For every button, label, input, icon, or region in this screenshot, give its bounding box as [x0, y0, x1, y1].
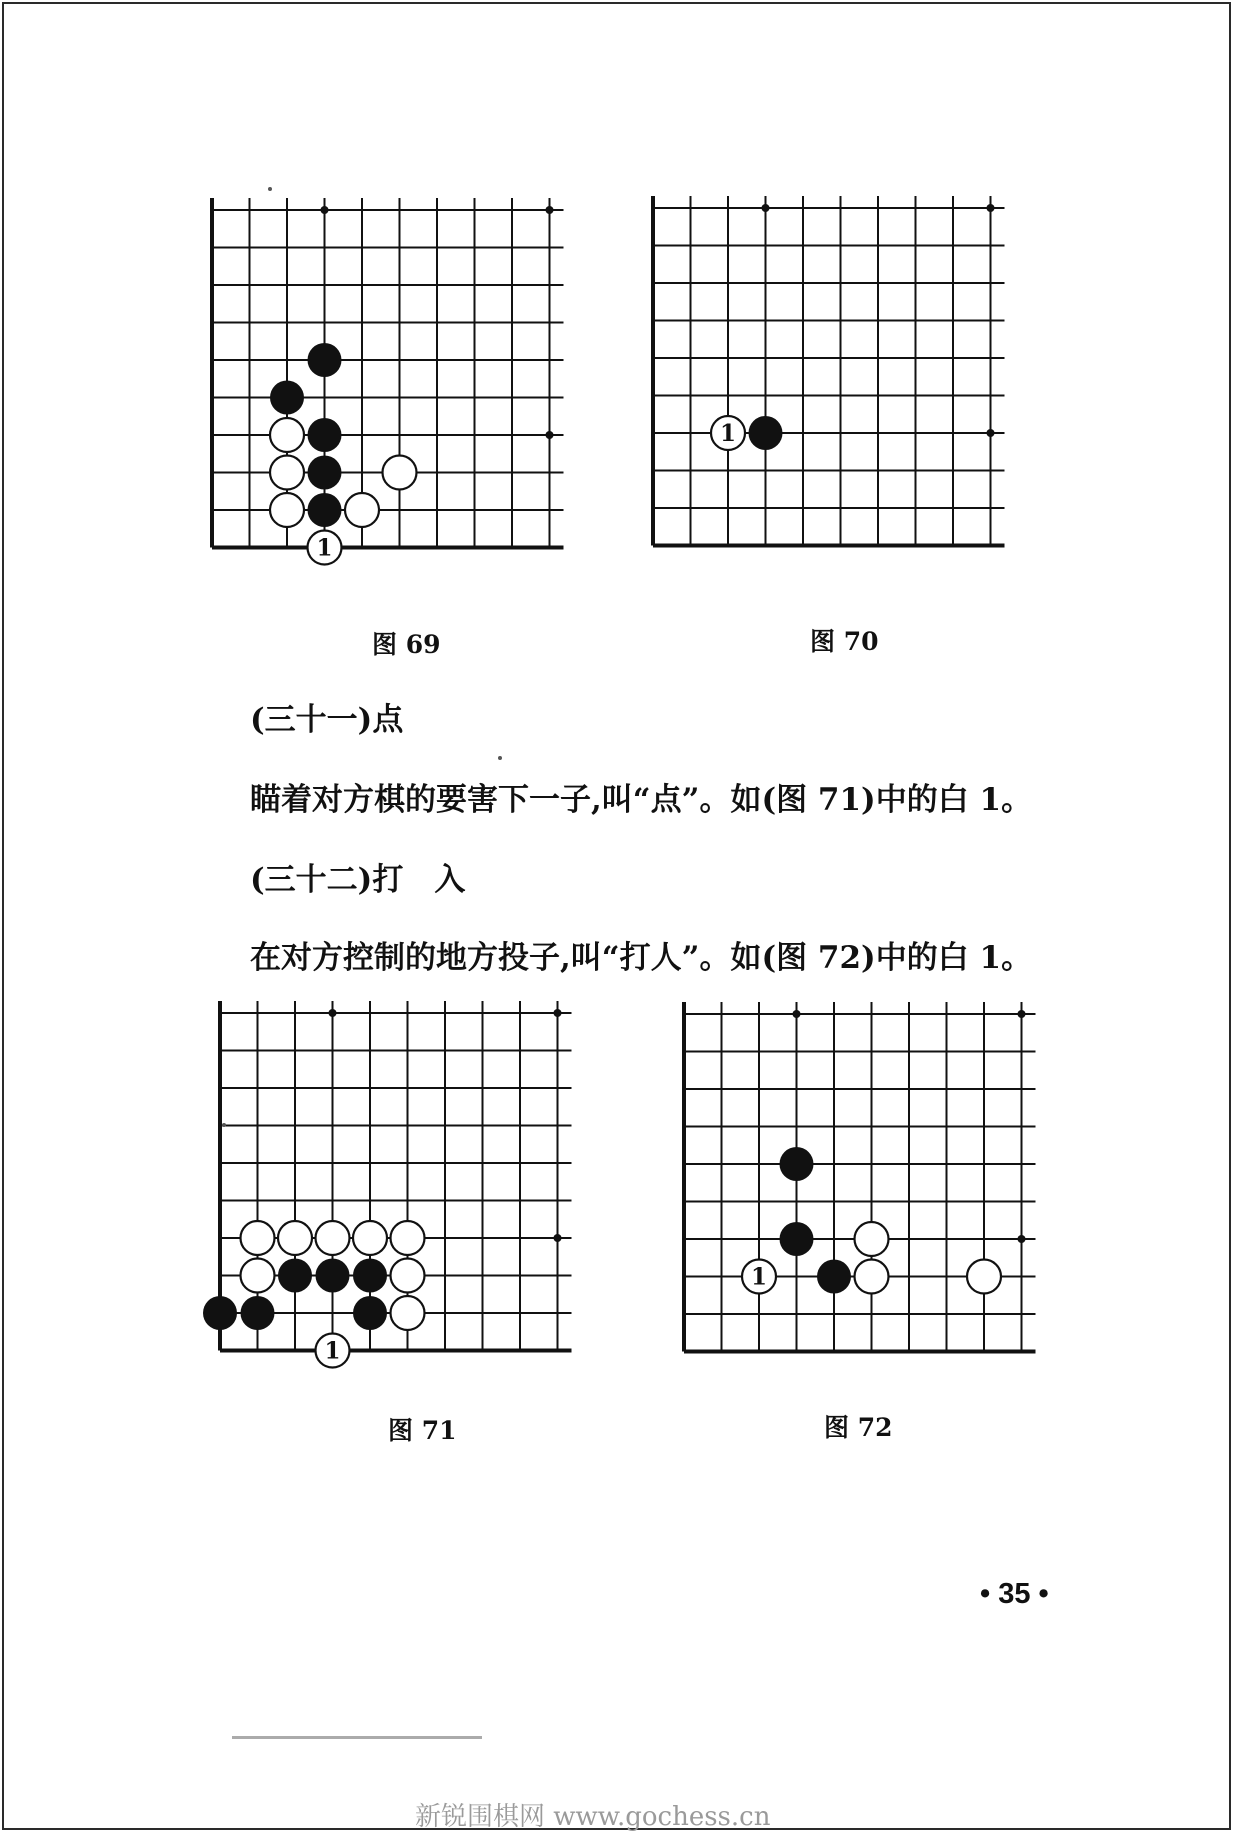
go-board-svg — [206, 198, 536, 562]
star-point — [762, 204, 770, 212]
move-number: 1 — [750, 1263, 768, 1291]
move-number: 1 — [719, 420, 737, 447]
figure-caption: 图 71 — [388, 1416, 457, 1445]
white-stone — [345, 493, 379, 527]
white-stone — [270, 456, 304, 490]
white-stone — [316, 1221, 350, 1255]
black-stone — [203, 1296, 237, 1330]
white-stone — [391, 1259, 425, 1293]
go-board-figure-72 — [678, 1002, 1008, 1332]
go-board-svg — [214, 1001, 544, 1365]
black-stone — [780, 1147, 814, 1181]
white-stone — [967, 1260, 1001, 1294]
black-stone — [278, 1259, 312, 1293]
white-stone — [855, 1222, 889, 1256]
go-board-svg — [647, 196, 977, 526]
star-point — [1018, 1010, 1026, 1018]
black-stone — [353, 1259, 387, 1293]
star-point — [321, 206, 329, 214]
star-point — [987, 204, 995, 212]
star-point — [987, 429, 995, 437]
white-stone — [353, 1221, 387, 1255]
white-stone — [855, 1260, 889, 1294]
black-stone — [308, 493, 342, 527]
black-stone — [270, 381, 304, 415]
page-number: • 35 • — [980, 1578, 1049, 1610]
black-stone — [817, 1260, 851, 1294]
go-board-figure-70 — [647, 196, 977, 526]
scan-artifact — [498, 756, 502, 760]
go-board-figure-71 — [214, 1001, 544, 1365]
move-number: 1 — [324, 1337, 341, 1365]
footer-watermark: 新锐围棋网 www.gochess.cn — [415, 1802, 771, 1832]
white-stone — [241, 1259, 275, 1293]
white-stone — [391, 1296, 425, 1330]
white-stone-numbered — [308, 531, 342, 565]
section-heading: (三十二)打 入 — [250, 862, 466, 898]
section-heading: (三十一)点 — [250, 702, 404, 738]
black-stone — [353, 1296, 387, 1330]
figure-caption: 图 70 — [810, 627, 879, 656]
white-stone — [278, 1221, 312, 1255]
page-border — [2, 2, 1231, 1830]
scan-artifact — [268, 187, 272, 191]
figure-caption: 图 69 — [372, 630, 441, 659]
star-point — [554, 1009, 562, 1017]
black-stone — [316, 1259, 350, 1293]
scan-artifact — [222, 1123, 226, 1127]
white-stone — [241, 1221, 275, 1255]
white-stone-numbered — [742, 1260, 776, 1294]
move-number: 1 — [316, 534, 333, 562]
star-point — [554, 1234, 562, 1242]
figure-caption: 图 72 — [824, 1413, 893, 1442]
white-stone — [383, 456, 417, 490]
star-point — [546, 431, 554, 439]
star-point — [1018, 1235, 1026, 1243]
black-stone — [241, 1296, 275, 1330]
white-stone — [391, 1221, 425, 1255]
section-body-text: 在对方控制的地方投子,叫“打人”。如(图 72)中的白 1。 — [250, 940, 1033, 976]
white-stone — [270, 418, 304, 452]
black-stone — [308, 343, 342, 377]
black-stone — [749, 416, 783, 450]
go-board-figure-69 — [206, 198, 536, 562]
black-stone — [308, 456, 342, 490]
star-point — [329, 1009, 337, 1017]
star-point — [793, 1010, 801, 1018]
scan-artifact — [232, 1736, 482, 1739]
section-body-text: 瞄着对方棋的要害下一子,叫“点”。如(图 71)中的白 1。 — [250, 782, 1033, 818]
black-stone — [780, 1222, 814, 1256]
white-stone — [270, 493, 304, 527]
star-point — [546, 206, 554, 214]
white-stone-numbered — [316, 1334, 350, 1368]
white-stone-numbered — [711, 416, 745, 450]
black-stone — [308, 418, 342, 452]
go-board-svg — [678, 1002, 1008, 1332]
